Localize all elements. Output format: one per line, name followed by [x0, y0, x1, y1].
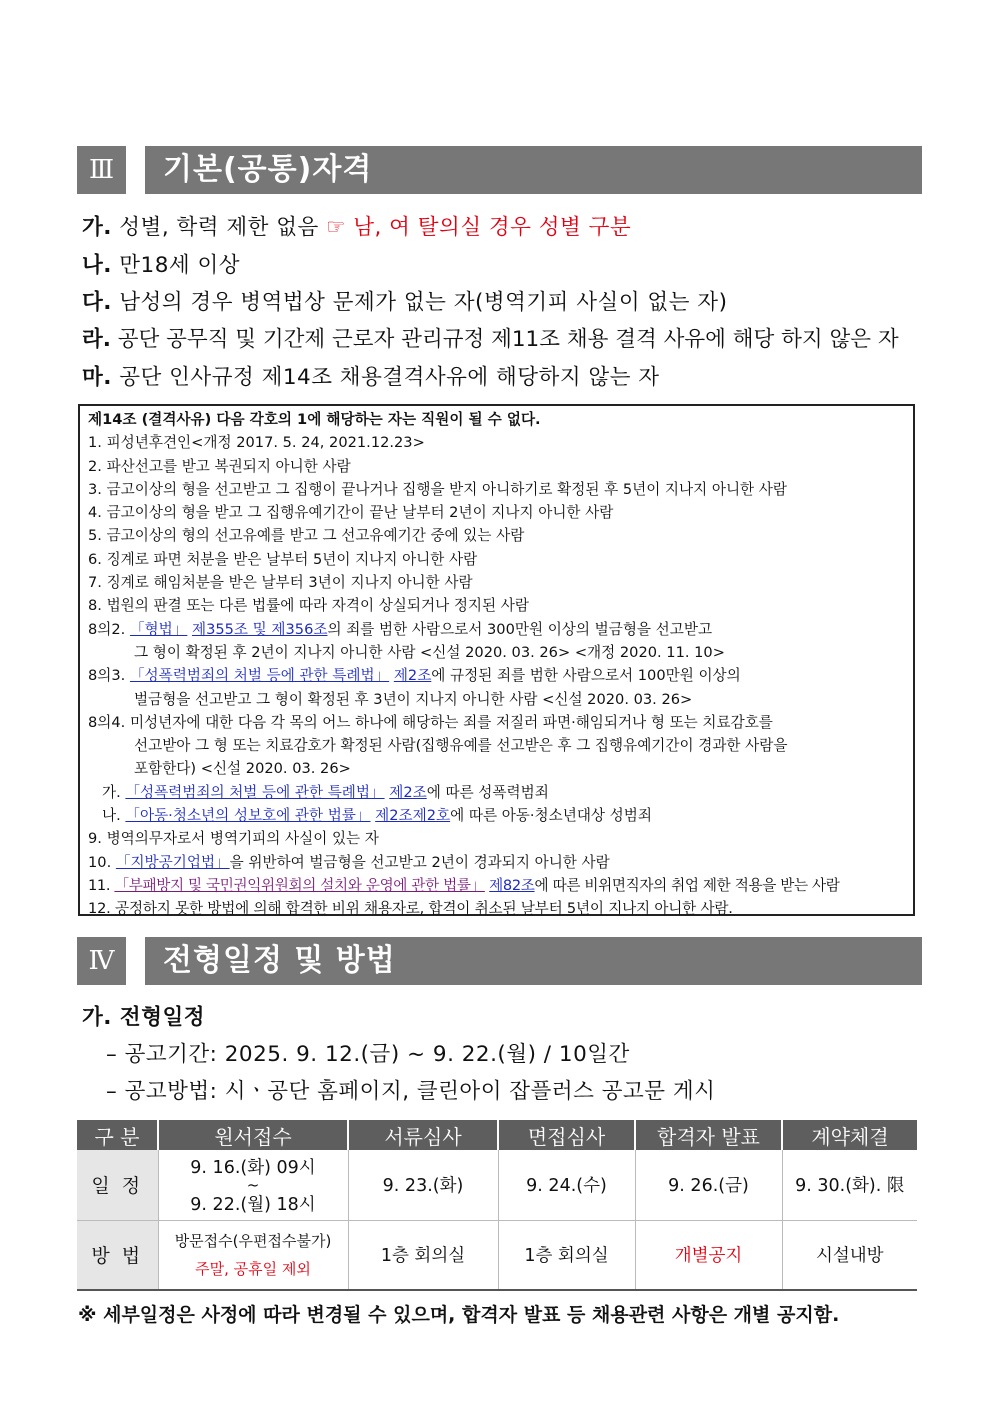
law-line-7: 7. 징계로 해임처분을 받은 날부터 3년이 지나지 아니한 사람	[88, 574, 473, 592]
law-line-9: 9. 병역의무자로서 병역기피의 사실이 있는 자	[88, 830, 379, 848]
footnote: ※ 세부일정은 사정에 따라 변경될 수 있으며, 합격자 발표 등 채용관련 사항은 개별 공지함.	[78, 1304, 840, 1326]
item-mark: 가.	[82, 215, 112, 240]
qualification-item-ma	[82, 360, 660, 391]
col-header-document-review: 서류심사	[348, 1120, 498, 1150]
item-note: ☞ 남, 여 탈의실 경우 성별 구분	[326, 215, 632, 240]
cell-contract-method: 시설내방	[782, 1220, 917, 1290]
law-line-2: 2. 파산선고를 받고 복권되지 아니한 사람	[88, 457, 351, 475]
application-tilde: ~	[246, 1175, 260, 1194]
law-link-article-2[interactable]: 제2조	[393, 667, 432, 685]
law-text: 에 따른 성폭력범죄	[426, 783, 549, 801]
cell-application-method	[158, 1220, 348, 1290]
law-prefix: 나.	[102, 807, 126, 825]
announce-period: – 공고기간: 2025. 9. 12.(금) ~ 9. 22.(월) / 10일간	[106, 1042, 630, 1067]
section-4-title: 전형일정 및 방법	[145, 937, 922, 985]
schedule-subtitle: 가. 전형일정	[82, 1005, 205, 1030]
law-link-sexual-violence-act[interactable]: 「성폭력범죄의 처벌 등에 관한 특례법」	[125, 783, 385, 801]
cell-contract-date: 9. 30.(화). 限	[782, 1150, 917, 1220]
item-mark: 나.	[82, 253, 112, 278]
law-link-criminal-act[interactable]: 「형법」	[129, 620, 188, 638]
law-line-8-3	[88, 664, 905, 687]
item-text: 성별, 학력 제한 없음	[119, 215, 319, 240]
col-header-interview: 면접심사	[498, 1120, 635, 1150]
schedule-table	[77, 1120, 917, 1291]
item-mark: 라.	[82, 327, 111, 352]
announce-method: – 공고방법: 시ㆍ공단 홈페이지, 클린아이 잡플러스 공고문 게시	[106, 1079, 716, 1104]
section-3-title: 기본(공통)자격	[145, 146, 922, 194]
qualification-item-na	[82, 248, 240, 279]
item-text: 만18세 이상	[119, 253, 241, 278]
law-link-article-82[interactable]: 제82조	[489, 876, 535, 894]
qualification-item-da	[82, 285, 727, 316]
law-text: 을 위반하여 벌금형을 선고받고 2년이 경과되지 아니한 사람	[229, 853, 610, 871]
law-link-youth-protection-act[interactable]: 「아동·청소년의 성보호에 관한 법률」	[125, 807, 371, 825]
section-3-header	[77, 146, 922, 194]
cell-announce-date: 9. 26.(금)	[635, 1150, 782, 1220]
section-4-number: Ⅳ	[77, 937, 126, 985]
table-row-schedule	[77, 1150, 917, 1220]
item-mark: 마.	[82, 365, 112, 390]
law-line-ga	[88, 781, 905, 804]
cell-interview-place: 1층 회의실	[498, 1220, 635, 1290]
law-line-10	[88, 851, 905, 874]
law-line-8-4: 8의4. 미성년자에 대한 다음 각 목의 어느 하나에 해당하는 죄를 저질러 파면·해임되거나 형 또는 치료감호를	[88, 713, 773, 731]
disqualification-box	[78, 404, 915, 916]
law-line-na	[88, 804, 905, 827]
section-4-header	[77, 937, 922, 985]
col-header-contract: 계약체결	[782, 1120, 917, 1150]
law-link-article-2[interactable]: 제2조	[389, 783, 427, 801]
law-text: 에 규정된 죄를 범한 사람으로서 100만원 이상의	[431, 667, 741, 685]
law-link-local-enterprise-act[interactable]: 「지방공기업법」	[115, 853, 230, 871]
row-label-method: 방 법	[77, 1220, 158, 1290]
qualification-item-ga	[82, 210, 631, 241]
law-line-6: 6. 징계로 파면 처분을 받은 날부터 5년이 지나지 아니한 사람	[88, 550, 478, 568]
table-header-row	[77, 1120, 917, 1150]
law-prefix: 8의3.	[88, 667, 130, 685]
col-header-category: 구 분	[77, 1120, 158, 1150]
section-3-number: Ⅲ	[77, 146, 126, 194]
law-line-12: 12. 공정하지 못한 방법에 의해 합격한 비위 채용자로, 합격이 취소된 날부터 5년이 지나지 아니한 사람.	[88, 900, 733, 918]
law-line-8: 8. 법원의 판결 또는 다른 법률에 따라 자격이 상실되거나 정지된 사람	[88, 597, 529, 615]
cell-application-dates	[158, 1150, 348, 1220]
law-line-3: 3. 금고이상의 형을 선고받고 그 집행이 끝나거나 집행을 받지 아니하기로 확정된 후 5년이 지나지 아니한 사람	[88, 480, 787, 498]
item-text: 공단 공무직 및 기간제 근로자 관리규정 제11조 채용 결격 사유에 해당 하지 않은 자	[117, 327, 899, 352]
law-line-11	[88, 874, 905, 897]
application-method-text: 방문접수(우편접수불가)	[174, 1231, 332, 1250]
application-method-note: 주말, 공휴일 제외	[195, 1259, 311, 1278]
cell-announce-method: 개별공지	[635, 1220, 782, 1290]
law-prefix: 가.	[102, 783, 126, 801]
law-link-anti-corruption-act[interactable]: 「부패방지 및 국민권익위원회의 설치와 운영에 관한 법률」	[114, 876, 485, 894]
cell-document-date: 9. 23.(화)	[348, 1150, 498, 1220]
law-text: 에 따른 아동·청소년대상 성범죄	[450, 807, 652, 825]
col-header-application: 원서접수	[158, 1120, 348, 1150]
row-label-schedule: 일 정	[77, 1150, 158, 1220]
law-text: 의 죄를 범한 사람으로서 300만원 이상의 벌금형을 선고받고	[327, 620, 713, 638]
law-line-8-4-cont-1: 선고받아 그 형 또는 치료감호가 확정된 사람(집행유예를 선고받은 후 그 집행유예기간이 경과한 사람을	[134, 737, 788, 755]
law-line-8-4-cont-2: 포함한다) <신설 2020. 03. 26>	[134, 760, 351, 778]
item-text: 공단 인사규정 제14조 채용결격사유에 해당하지 않는 자	[119, 365, 660, 390]
law-line-5: 5. 금고이상의 형의 선고유예를 받고 그 선고유예기간 중에 있는 사람	[88, 527, 525, 545]
law-heading: 제14조 (결격사유) 다음 각호의 1에 해당하는 자는 직원이 될 수 없다.	[88, 411, 541, 428]
cell-interview-date: 9. 24.(수)	[498, 1150, 635, 1220]
qualification-item-ra	[82, 322, 899, 353]
law-line-8-2	[88, 618, 905, 641]
table-row-method	[77, 1220, 917, 1290]
col-header-announcement: 합격자 발표	[635, 1120, 782, 1150]
item-text: 남성의 경우 병역법상 문제가 없는 자(병역기피 사실이 없는 자)	[119, 290, 728, 315]
law-link-article-355-356[interactable]: 제355조 및 제356조	[191, 620, 328, 638]
application-end: 9. 22.(월) 18시	[190, 1194, 316, 1215]
law-line-8-3-cont: 벌금형을 선고받고 그 형이 확정된 후 3년이 지나지 아니한 사람 <신설 2020. 03. 26>	[134, 690, 693, 708]
application-start: 9. 16.(화) 09시	[190, 1157, 316, 1178]
law-link-sexual-violence-act[interactable]: 「성폭력범죄의 처벌 등에 관한 특례법」	[129, 667, 390, 685]
law-line-1: 1. 피성년후견인<개정 2017. 5. 24, 2021.12.23>	[88, 434, 425, 452]
law-text: 에 따른 비위면직자의 취업 제한 적용을 받는 사람	[534, 876, 840, 894]
law-line-8-2-cont: 그 형이 확정된 후 2년이 지나지 아니한 사람 <신설 2020. 03. 26> <개정 2020. 11. 10>	[134, 643, 725, 661]
law-link-article-2-2[interactable]: 제2조제2호	[375, 807, 451, 825]
law-prefix: 11.	[88, 876, 115, 894]
item-mark: 다.	[82, 290, 112, 315]
law-prefix: 8의2.	[88, 620, 130, 638]
law-prefix: 10.	[88, 853, 116, 871]
law-line-4: 4. 금고이상의 형을 받고 그 집행유예기간이 끝난 날부터 2년이 지나지 아니한 사람	[88, 504, 614, 522]
cell-document-place: 1층 회의실	[348, 1220, 498, 1290]
